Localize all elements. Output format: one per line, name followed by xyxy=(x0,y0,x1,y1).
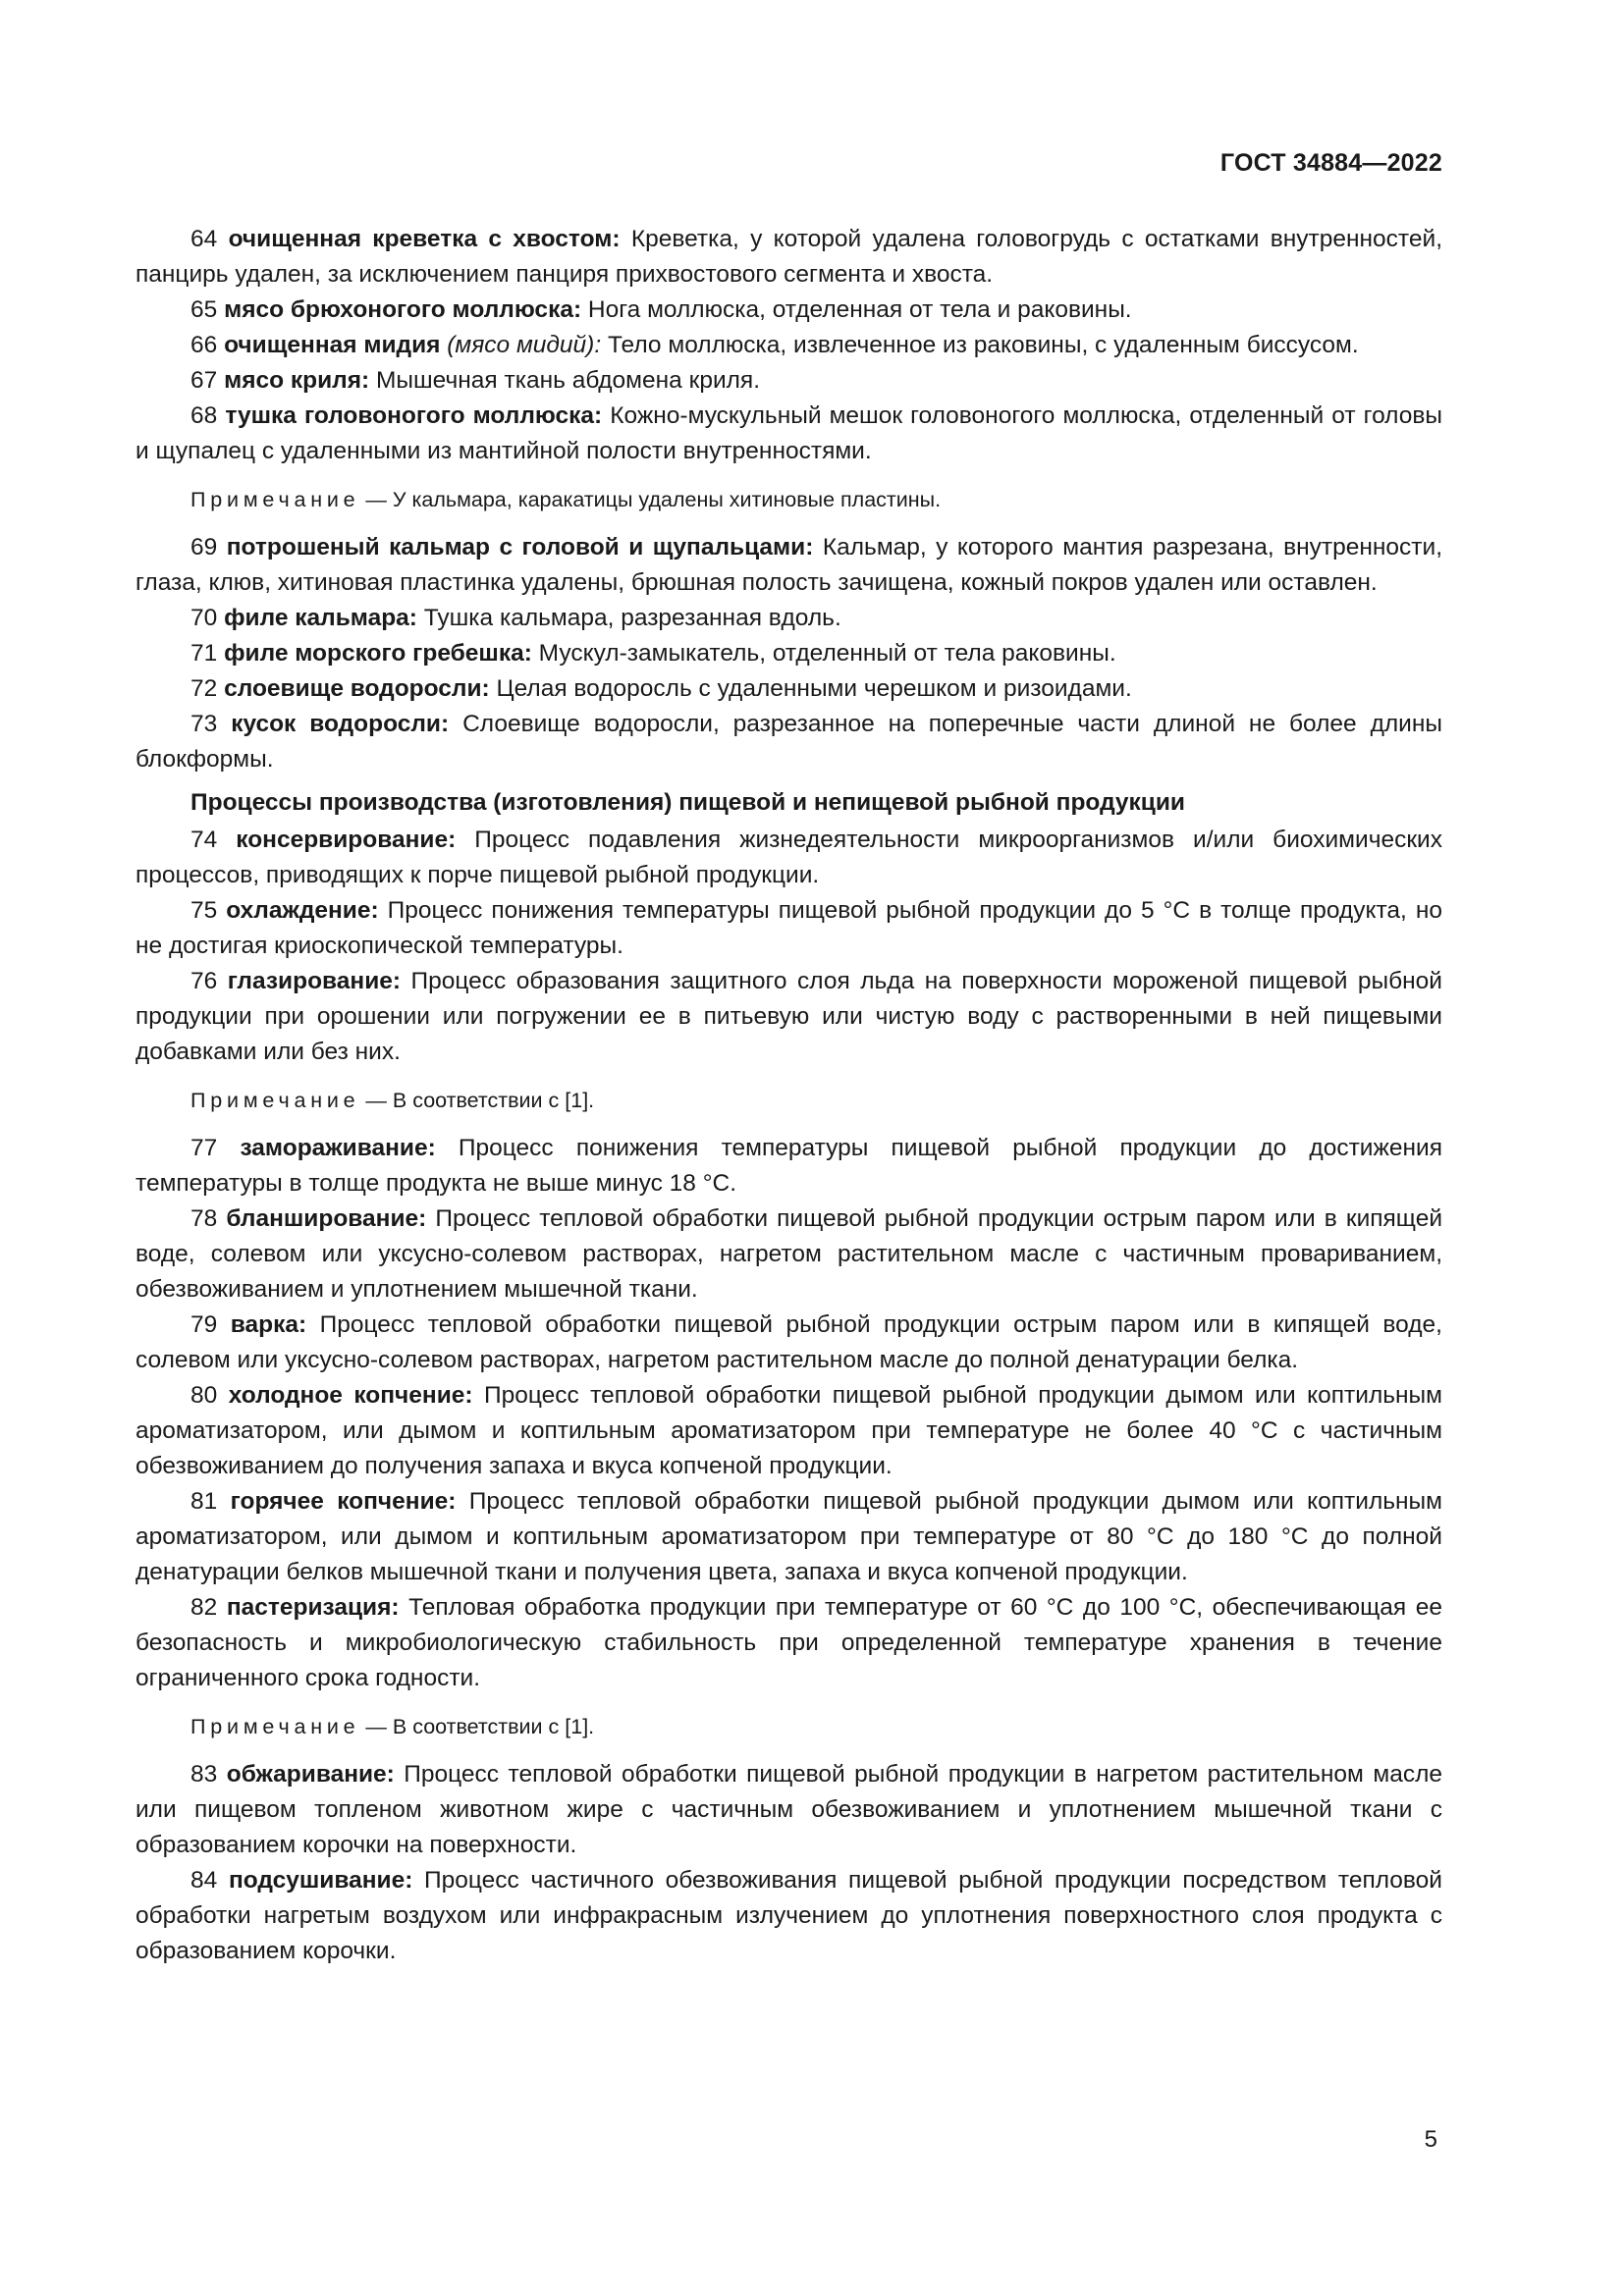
note: Примечание — В соответствии с [1]. xyxy=(190,1715,595,1738)
term-entry: 75 охлаждение: Процесс понижения температуры пищевой рыбной продукции до 5 °С в толще продукта, но не достигая криоскопической температуры. xyxy=(135,897,1443,959)
term-name: обжаривание: xyxy=(226,1761,395,1788)
term-name: очищенная мидия xyxy=(224,332,441,358)
section-heading: Процессы производства (изготовления) пищевой и непищевой рыбной продукции xyxy=(190,789,1185,816)
term-entry: 72 слоевище водоросли: Целая водоросль с удаленными черешком и ризоидами. xyxy=(190,675,1132,702)
term-entry: 66 очищенная мидия (мясо мидий): Тело моллюска, извлеченное из раковины, с удаленным биссусом. xyxy=(190,332,1359,358)
term-name: мясо криля: xyxy=(224,367,370,394)
term-name: филе кальмара: xyxy=(224,605,417,631)
term-entry: 78 бланширование: Процесс тепловой обработки пищевой рыбной продукции острым паром или в кипящей воде, солевом или уксусно-солевом растворах, нагретом растительном масле с частичным провариванием, обезвоживанием и уплотнением мышечной ткани. xyxy=(135,1205,1442,1303)
term-entry: 79 варка: Процесс тепловой обработки пищевой рыбной продукции острым паром или в кипящей воде, солевом или уксусно-солевом растворах, нагретом растительном масле до полной денатурации белка. xyxy=(135,1311,1442,1373)
note-label: Примечание xyxy=(190,1089,360,1112)
term-entry: 68 тушка головоногого моллюска: Кожно-мускульный мешок головоногого моллюска, отделенный от головы и щупалец с удаленными из мантийной полости внутренностями. xyxy=(135,402,1442,464)
term-entry: 69 потрошеный кальмар с головой и щупальцами: Кальмар, у которого мантия разрезана, внутренности, глаза, клюв, хитиновая пластинка удалены, брюшная полость зачищена, кожный покров удален или оставлен. xyxy=(135,534,1443,596)
note-label: Примечание xyxy=(190,1715,360,1738)
term-entry: 76 глазирование: Процесс образования защитного слоя льда на поверхности мороженой пищевой рыбной продукции при орошении или погружении ее в питьевую или чистую воду с растворенными в ней пищевыми добавками или без них. xyxy=(135,968,1442,1065)
term-name: филе морского гребешка: xyxy=(224,640,532,667)
term-entry: 84 подсушивание: Процесс частичного обезвоживания пищевой рыбной продукции посредством тепловой обработки нагретым воздухом или инфракрасным излучением до уплотнения поверхностного слоя продукта с образованием корочки. xyxy=(135,1867,1442,1964)
note: Примечание — У кальмара, каракатицы удалены хитиновые пластины. xyxy=(190,488,942,511)
term-name: слоевище водоросли: xyxy=(224,675,490,702)
term-entry: 83 обжаривание: Процесс тепловой обработки пищевой рыбной продукции в нагретом растительном масле или пищевом топленом животном жире с частичным обезвоживанием и уплотнением мышечной ткани с образованием корочки на поверхности. xyxy=(135,1761,1443,1858)
term-name: кусок водоросли: xyxy=(231,711,450,737)
term-name: пастеризация: xyxy=(226,1594,400,1621)
term-name: подсушивание: xyxy=(228,1867,413,1894)
term-name: мясо брюхоногого моллюска: xyxy=(224,296,582,323)
term-entry: 64 очищенная креветка с хвостом: Креветка, у которой удалена головогрудь с остатками внутренностей, панцирь удален, за исключением панциря прихвостового сегмента и хвоста. xyxy=(135,226,1442,288)
term-name: глазирование: xyxy=(227,968,402,994)
document-header: ГОСТ 34884—2022 xyxy=(1219,149,1442,177)
term-entry: 80 холодное копчение: Процесс тепловой обработки пищевой рыбной продукции дымом или коптильным ароматизатором, или дымом и коптильным ароматизатором при температуре не более 40 °С с частичным обезвоживанием до получения запаха и вкуса копченой продукции. xyxy=(135,1382,1443,1479)
term-name: потрошеный кальмар с головой и щупальцами: xyxy=(226,534,814,561)
note-label: Примечание xyxy=(190,488,360,511)
term-entry: 73 кусок водоросли: Слоевище водоросли, разрезанное на поперечные части длиной не более длины блокформы. xyxy=(135,711,1442,773)
term-entry: 71 филе морского гребешка: Мускул-замыкатель, отделенный от тела раковины. xyxy=(190,640,1116,667)
term-entry: 67 мясо криля: Мышечная ткань абдомена криля. xyxy=(190,367,761,394)
note: Примечание — В соответствии с [1]. xyxy=(190,1089,595,1112)
term-name: очищенная креветка с хвостом: xyxy=(228,226,621,252)
page-number: 5 xyxy=(1424,2126,1437,2153)
term-name: бланширование: xyxy=(226,1205,427,1232)
term-name: горячее копчение: xyxy=(230,1488,457,1515)
term-entry: 70 филе кальмара: Тушка кальмара, разрезанная вдоль. xyxy=(190,605,841,631)
document-body xyxy=(135,222,1442,1969)
term-name: консервирование: xyxy=(236,827,457,853)
term-entry: 81 горячее копчение: Процесс тепловой обработки пищевой рыбной продукции дымом или коптильным ароматизатором, или дымом и коптильным ароматизатором при температуре от 80 °С до 180 °С до полной денатурации белков мышечной ткани и получения цвета, запаха и вкуса копченой продукции. xyxy=(135,1488,1443,1585)
term-entry: 74 консервирование: Процесс подавления жизнедеятельности микроорганизмов и/или биохимических процессов, приводящих к порче пищевой рыбной продукции. xyxy=(135,827,1442,888)
term-name: варка: xyxy=(230,1311,307,1338)
term-name: холодное копчение: xyxy=(228,1382,473,1409)
term-entry: 77 замораживание: Процесс понижения температуры пищевой рыбной продукции до достижения температуры в толще продукта не выше минус 18 °С. xyxy=(135,1135,1442,1197)
term-name: замораживание: xyxy=(240,1135,436,1161)
term-entry: 65 мясо брюхоногого моллюска: Нога моллюска, отделенная от тела и раковины. xyxy=(190,296,1132,323)
term-entry: 82 пастеризация: Тепловая обработка продукции при температуре от 60 °С до 100 °С, обеспечивающая ее безопасность и микробиологическую стабильность при определенной температуре хранения в течение ограниченного срока годности. xyxy=(135,1594,1442,1691)
term-alternative: (мясо мидий): xyxy=(440,332,602,358)
term-name: тушка головоногого моллюска: xyxy=(225,402,603,429)
term-name: охлаждение: xyxy=(226,897,379,924)
